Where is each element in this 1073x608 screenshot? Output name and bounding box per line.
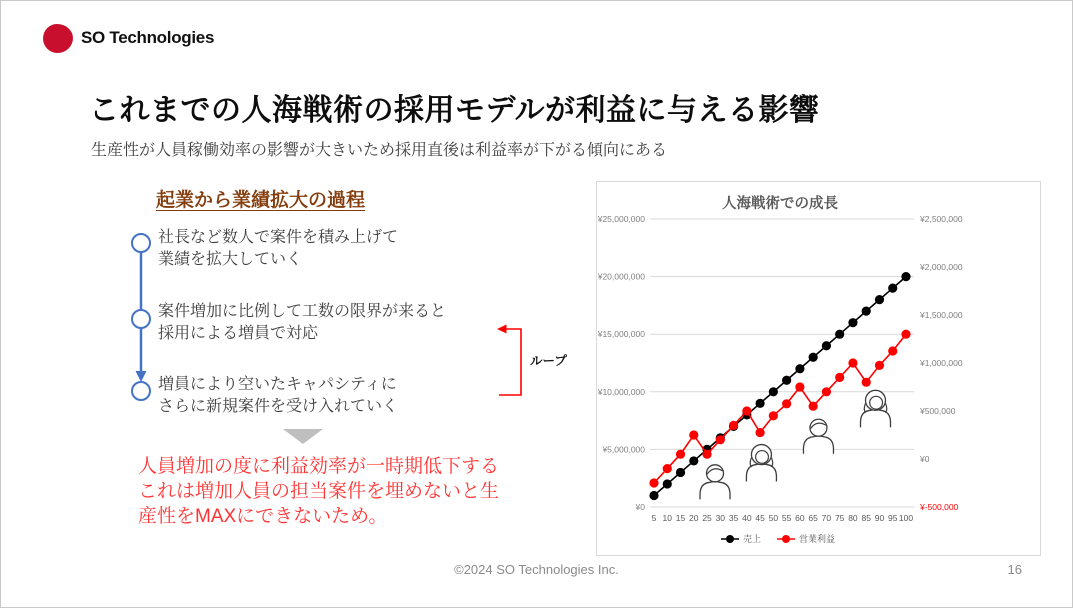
data-point [875,295,884,304]
down-triangle-icon [283,429,323,444]
data-point [702,450,711,459]
data-point [782,376,791,385]
step-1-line-1: 社長など数人で案件を積み上げて [158,229,399,246]
data-point [769,411,778,420]
data-point [875,361,884,370]
growth-chart-svg [597,182,1040,555]
data-point [716,435,725,444]
person-woman-face [756,451,769,464]
x-axis-tick: 25 [702,513,712,523]
x-axis-tick: 90 [874,513,885,523]
left-axis-tick: ¥10,000,000 [597,386,645,397]
x-axis-tick: 20 [689,513,699,523]
right-axis-tick: ¥0 [920,454,930,464]
process-heading: 起業から業績拡大の過程 [156,190,366,211]
page-subtitle: 生産性が人員稼働効率の影響が大きいため採用直後は利益率が下がる傾向にある [91,142,668,159]
step-circle-2 [132,310,150,328]
data-point [901,272,910,281]
conclusion-line-2: これは増加人員の担当案件を埋めないと生 [138,481,500,502]
legend-label: 営業利益 [799,534,836,544]
x-axis-tick: 45 [755,513,765,523]
right-axis-tick: ¥-500,000 [920,502,959,512]
data-point [756,399,765,408]
left-axis-tick: ¥5,000,000 [602,444,645,455]
process-step-2 [158,301,518,345]
page-number: 16 [1007,562,1022,577]
right-axis-tick: ¥1,500,000 [920,310,963,320]
x-axis-tick: 85 [861,513,871,523]
x-axis-tick: 70 [821,513,832,523]
data-point [862,307,871,316]
x-axis-tick: 5 [651,513,657,523]
step-circle-3 [132,382,150,400]
data-point [676,468,685,477]
x-axis-tick: 55 [781,513,792,523]
x-axis-tick: 30 [715,513,726,523]
data-point [822,341,831,350]
page-title: これまでの人海戦術の採用モデルが利益に与える影響 [89,94,820,127]
data-point [742,406,751,415]
loop-arrow-icon [493,321,533,403]
data-point [809,353,818,362]
x-axis-tick: 95 [888,513,898,523]
conclusion-text [138,454,533,529]
footer-copyright: ©2024 SO Technologies Inc. [454,562,619,577]
left-axis-tick: ¥20,000,000 [597,271,645,282]
logo-mark-icon [43,24,73,53]
logo-text: SO Technologies [81,28,215,47]
data-point [689,430,698,439]
x-axis-tick: 65 [808,513,818,523]
loop-label: ループ [530,354,567,368]
legend-marker-dot [782,535,790,543]
step-2-line-1: 案件増加に比例して工数の限界が来ると [158,303,447,320]
x-axis-tick: 60 [795,513,805,523]
right-axis-tick: ¥2,000,000 [920,262,963,272]
step-3-line-1: 増員により空いたキャパシティに [158,376,397,393]
process-step-3 [158,374,518,418]
person-man-head [810,419,827,436]
data-point [848,318,857,327]
conclusion-line-3: 産性をMAXにできないため。 [138,506,388,527]
x-axis-tick: 100 [898,513,914,523]
data-point [795,382,804,391]
person-body [700,482,730,500]
right-axis-tick: ¥1,000,000 [920,358,963,368]
growth-chart [596,181,1041,556]
data-point [782,399,791,408]
data-point [649,478,658,487]
step-2-line-2: 採用による増員で対応 [158,325,319,342]
data-point [835,330,844,339]
data-point [663,479,672,488]
x-axis-tick: 40 [742,513,752,523]
left-axis-tick: ¥15,000,000 [597,329,645,340]
legend-label: 売上 [743,534,762,544]
data-point [795,364,804,373]
step-3-line-2: さらに新規案件を受け入れていく [158,398,399,415]
right-axis-tick: ¥500,000 [920,406,956,416]
data-point [822,387,831,396]
process-connector [124,229,158,419]
data-point [729,421,738,430]
data-point [756,428,765,437]
data-point [649,491,658,500]
data-point [888,346,897,355]
data-point [809,402,818,411]
conclusion-line-1: 人員増加の度に利益効率が一時期低下する [138,456,500,477]
x-axis-tick: 50 [768,513,779,523]
step-circle-1 [132,234,150,252]
legend-marker-dot [726,535,734,543]
x-axis-tick: 35 [728,513,739,523]
data-point [676,450,685,459]
data-point [901,330,910,339]
x-axis-tick: 75 [834,513,845,523]
left-axis-tick: ¥25,000,000 [597,214,645,224]
left-axis-tick: ¥0 [635,502,645,512]
chart-title: 人海戦術での成長 [722,196,838,212]
data-point [848,358,857,367]
person-body [803,436,833,454]
data-point [689,456,698,465]
process-step-1 [158,227,518,271]
person-woman-face [870,396,883,409]
right-axis-tick: ¥2,500,000 [920,214,963,224]
data-point [835,373,844,382]
connector-arrow-down-icon [136,371,147,382]
x-axis-tick: 10 [662,513,672,523]
x-axis-tick: 80 [848,513,858,523]
person-man-head [707,465,724,482]
data-point [663,464,672,473]
data-point [862,378,871,387]
data-point [888,284,897,293]
x-axis-tick: 15 [675,513,686,523]
data-point [769,387,778,396]
step-1-line-2: 業績を拡大していく [158,251,303,268]
